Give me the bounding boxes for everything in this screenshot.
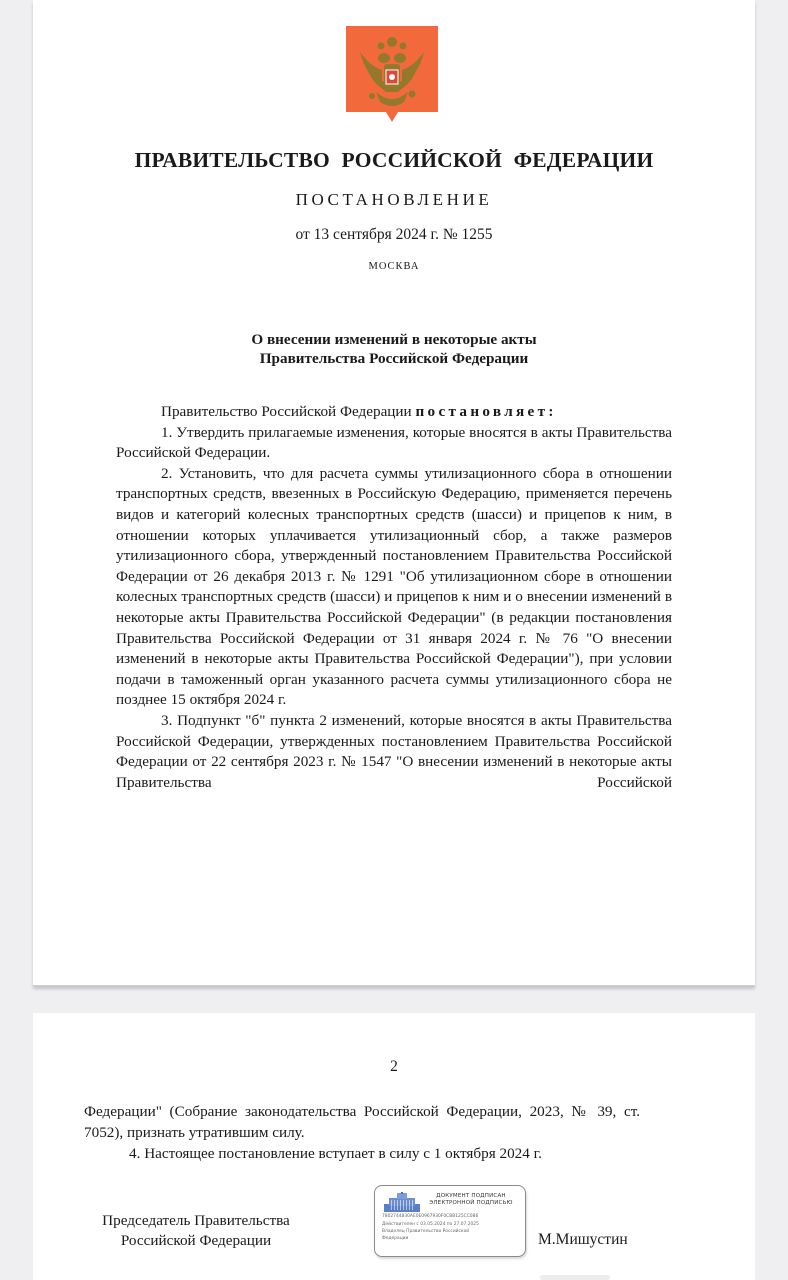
decree-subject <box>33 330 755 368</box>
stamp-validity: Действителен с 03.05.2024 по 27.07.2025 <box>382 1222 479 1227</box>
paragraph-3: 3. Подпункт "б" пункта 2 изменений, которые вносятся в акты Правительства Российской Федерации, утвержденных постановлением Правительства Российской Федерации от 22 сентября 2023 г. № 1547 "О внесении изменений в некоторые акты Правительства Российской <box>116 711 672 791</box>
paragraph-1: 1. Утвердить прилагаемые изменения, которые вносятся в акты Правительства Российской Федерации. <box>116 423 672 462</box>
electronic-signature-stamp <box>374 1185 526 1257</box>
decree-city: МОСКВА <box>368 261 420 272</box>
paragraph-2: 2. Установить, что для расчета суммы утилизационного сбора в отношении транспортных средств, ввезенных в Российскую Федерацию, применяется перечень видов и категорий колесных транспортных средств (шасси) и прицепов к ним, в отношении которых уплачивается утилизационный сбор, а также размеров утилизационного сбора, утвержденный постановлением Правительства Российской Федерации от 26 декабря 2013 г. № 1291 "Об утилизационном сборе в отношении колесных транспортных средств (шасси) и прицепов к ним и о внесении изменений в некоторые акты Правительства Российской Федерации" (в редакции постановления Правительства Российской Федерации от 31 января 2024 г. № 76 "О внесении изменений в некоторые акты Правительства Российской Федерации"), при условии подачи в таможенный орган указанного расчета суммы утилизационного сбора не позднее 15 октября 2024 г. <box>116 464 672 709</box>
decree-body <box>116 402 672 793</box>
government-building-icon <box>384 1192 420 1212</box>
signer-title-line: Российской Федерации <box>120 1232 272 1249</box>
subject-line: Правительства Российской Федерации <box>259 350 529 367</box>
page-number: 2 <box>390 1058 398 1075</box>
stamp-owner: Владелец Правительство Российской <box>382 1229 470 1234</box>
paragraph-4: 4. Настоящее постановление вступает в силу с 1 октября 2024 г. <box>129 1145 542 1162</box>
stamp-heading <box>421 1193 521 1207</box>
stamp-heading-line: ЭЛЕКТРОННОЙ ПОДПИСЬЮ <box>429 1200 513 1206</box>
scroll-indicator[interactable] <box>540 1275 610 1280</box>
decree-body-continued <box>84 1101 640 1164</box>
coat-of-arms-emblem <box>346 26 438 126</box>
document-page-1 <box>33 0 755 986</box>
stamp-owner: Федерации <box>382 1236 409 1241</box>
preamble-verb: постановляет: <box>415 403 557 420</box>
preamble-text: Правительство Российской Федерации <box>161 403 416 420</box>
signer-title <box>86 1211 306 1251</box>
subject-line: О внесении изменений в некоторые акты <box>251 331 537 348</box>
preamble <box>116 402 672 423</box>
signer-name: М.Мишустин <box>538 1231 628 1248</box>
signer-title-line: Председатель Правительства <box>102 1212 290 1229</box>
paragraph-3-continued: Федерации" (Собрание законодательства Российской Федерации, 2023, № 39, ст. 7052), признать утратившим силу. <box>84 1103 640 1141</box>
decree-type: ПОСТАНОВЛЕНИЕ <box>295 190 493 209</box>
decree-date-number: от 13 сентября 2024 г. № 1255 <box>295 226 493 243</box>
government-title: ПРАВИТЕЛЬСТВО РОССИЙСКОЙ ФЕДЕРАЦИИ <box>134 148 654 172</box>
stamp-serial: 7802744830AE0E0967930F0CBB125CC0B6 <box>382 1214 479 1219</box>
stamp-heading-line: ДОКУМЕНТ ПОДПИСАН <box>436 1193 506 1199</box>
